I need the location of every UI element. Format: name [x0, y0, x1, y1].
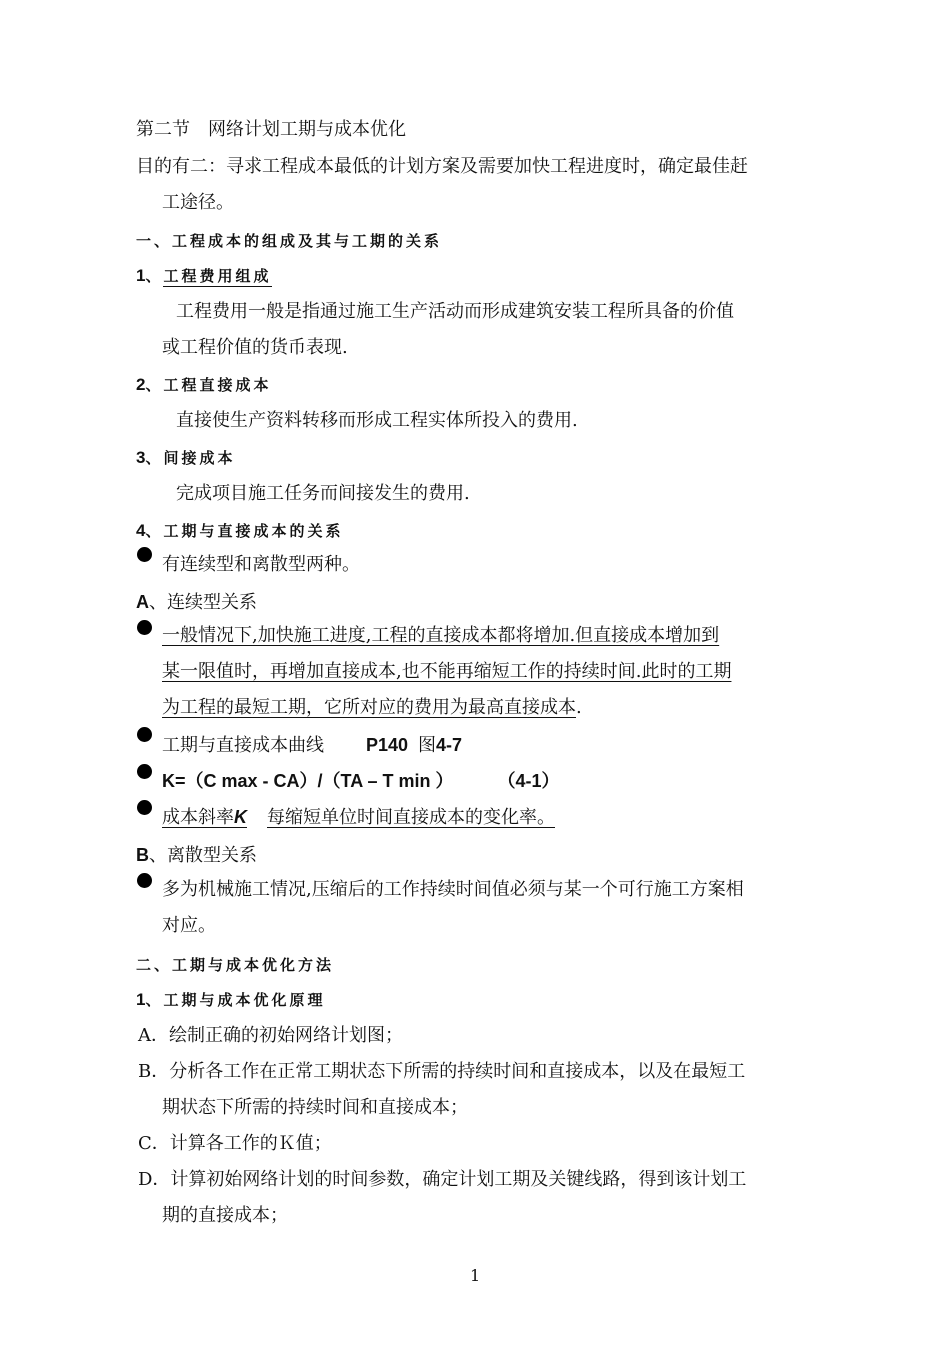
part-a-bullet-1-line-3-text: 为工程的最短工期，它所对应的费用为最高直接成本	[162, 697, 576, 718]
item-2-sep: 、	[145, 376, 164, 394]
item-1-number: 1	[136, 266, 146, 285]
item-2-para: 直接使生产资料转移而形成工程实体所投入的费用.	[176, 410, 578, 431]
part-a-bullet-4	[162, 805, 555, 830]
purpose-line-2: 工途径。	[162, 192, 234, 213]
slope-formula: K=（C max - CA）/（TA – T min ）	[162, 771, 454, 791]
section-title: 第二节 网络计划工期与成本优化	[136, 119, 406, 140]
part-b-letter: B	[136, 845, 149, 865]
bullet-icon	[137, 800, 152, 815]
part-a-bullet-1-line-3	[162, 696, 582, 720]
item-3-number: 3	[136, 448, 146, 467]
part-b-bullet-line-2: 对应。	[162, 915, 216, 936]
part-a-heading	[136, 590, 257, 615]
item-4-title: 工期与直接成本的关系	[163, 522, 344, 540]
step-d-line-1: D．计算初始网络计划的时间参数，确定计划工期及关键线路，得到该计划工	[138, 1169, 747, 1190]
item-3-para: 完成项目施工任务而间接发生的费用.	[176, 483, 470, 504]
item-1-para-1: 工程费用一般是指通过施工生产活动而形成建筑安装工程所具备的价值	[176, 301, 734, 322]
item-5-title: 工期与成本优化原理	[163, 991, 326, 1009]
item-3-heading	[136, 446, 236, 470]
part-a-bullet-1-line-3-end: .	[576, 697, 582, 718]
curve-text: 工期与直接成本曲线	[162, 735, 324, 756]
part-a-bullet-1-line-2	[162, 660, 731, 684]
part-a-title: 、连续型关系	[149, 592, 257, 613]
item-5-number: 1	[136, 990, 146, 1009]
item-2-heading	[136, 373, 272, 397]
formula-number: （4-1）	[497, 771, 560, 791]
item-5-heading	[136, 988, 326, 1012]
bullet-icon	[137, 727, 152, 742]
item-5-sep: 、	[145, 991, 164, 1009]
step-c: C．计算各工作的Ｋ值；	[138, 1133, 332, 1154]
item-4-sep: 、	[145, 522, 164, 540]
heading-cost-composition: 一、工程成本的组成及其与工期的关系	[136, 232, 443, 250]
step-d-line-2: 期的直接成本；	[162, 1205, 288, 1226]
part-b-bullet-line-1: 多为机械施工情况,压缩后的工作持续时间值必须与某一个可行施工方案相	[162, 879, 744, 900]
figure-label: 图	[418, 735, 437, 756]
item-2-title: 工程直接成本	[163, 376, 272, 394]
part-b-title: 、离散型关系	[149, 845, 257, 866]
slope-end: 。	[537, 807, 555, 828]
part-a-bullet-2	[162, 733, 462, 758]
bullet-icon	[137, 873, 152, 888]
part-b-heading	[136, 843, 257, 868]
step-a: A．绘制正确的初始网络计划图；	[138, 1025, 403, 1046]
heading-optimization-method: 二、工期与成本优化方法	[136, 956, 335, 974]
item-4-number: 4	[136, 521, 146, 540]
step-b-line-2: 期状态下所需的持续时间和直接成本；	[162, 1097, 468, 1118]
step-b-line-1: B．分析各工作在正常工期状态下所需的持续时间和直接成本，以及在最短工	[138, 1061, 746, 1082]
part-a-bullet-1-line-1	[162, 624, 719, 648]
purpose-line-1: 目的有二：寻求工程成本最低的计划方案及需要加快工程进度时，确定最佳赶	[136, 156, 748, 177]
page-number: 1	[470, 1266, 481, 1285]
item-1-title: 工程费用组成	[163, 267, 272, 285]
item-1-para-2: 或工程价值的货币表现.	[162, 337, 348, 358]
part-a-bullet-1-line-2-text: 某一限值时，再增加直接成本,也不能再缩短工作的持续时间.此时的工期	[162, 661, 732, 682]
slope-definition: 每缩短单位时间直接成本的变化率	[267, 807, 537, 828]
bullet-icon	[137, 547, 152, 562]
slope-symbol: K	[234, 807, 247, 827]
item-1-sep: 、	[145, 267, 164, 285]
item-1-heading	[136, 264, 272, 288]
item-3-title: 间接成本	[163, 449, 236, 467]
item-4-bullet-text: 有连续型和离散型两种。	[162, 554, 360, 575]
slope-label: 成本斜率	[162, 807, 234, 828]
bullet-icon	[137, 764, 152, 779]
item-4-heading	[136, 519, 344, 543]
part-a-bullet-1-line-1-text: 一般情况下,加快施工进度,工程的直接成本都将增加.但直接成本增加到	[162, 625, 720, 646]
bullet-icon	[137, 620, 152, 635]
item-2-number: 2	[136, 375, 146, 394]
part-a-letter: A	[136, 592, 149, 612]
figure-number: 4-7	[436, 735, 463, 755]
part-a-bullet-3	[162, 769, 560, 794]
page-reference: P140	[366, 735, 409, 755]
item-3-sep: 、	[145, 449, 164, 467]
